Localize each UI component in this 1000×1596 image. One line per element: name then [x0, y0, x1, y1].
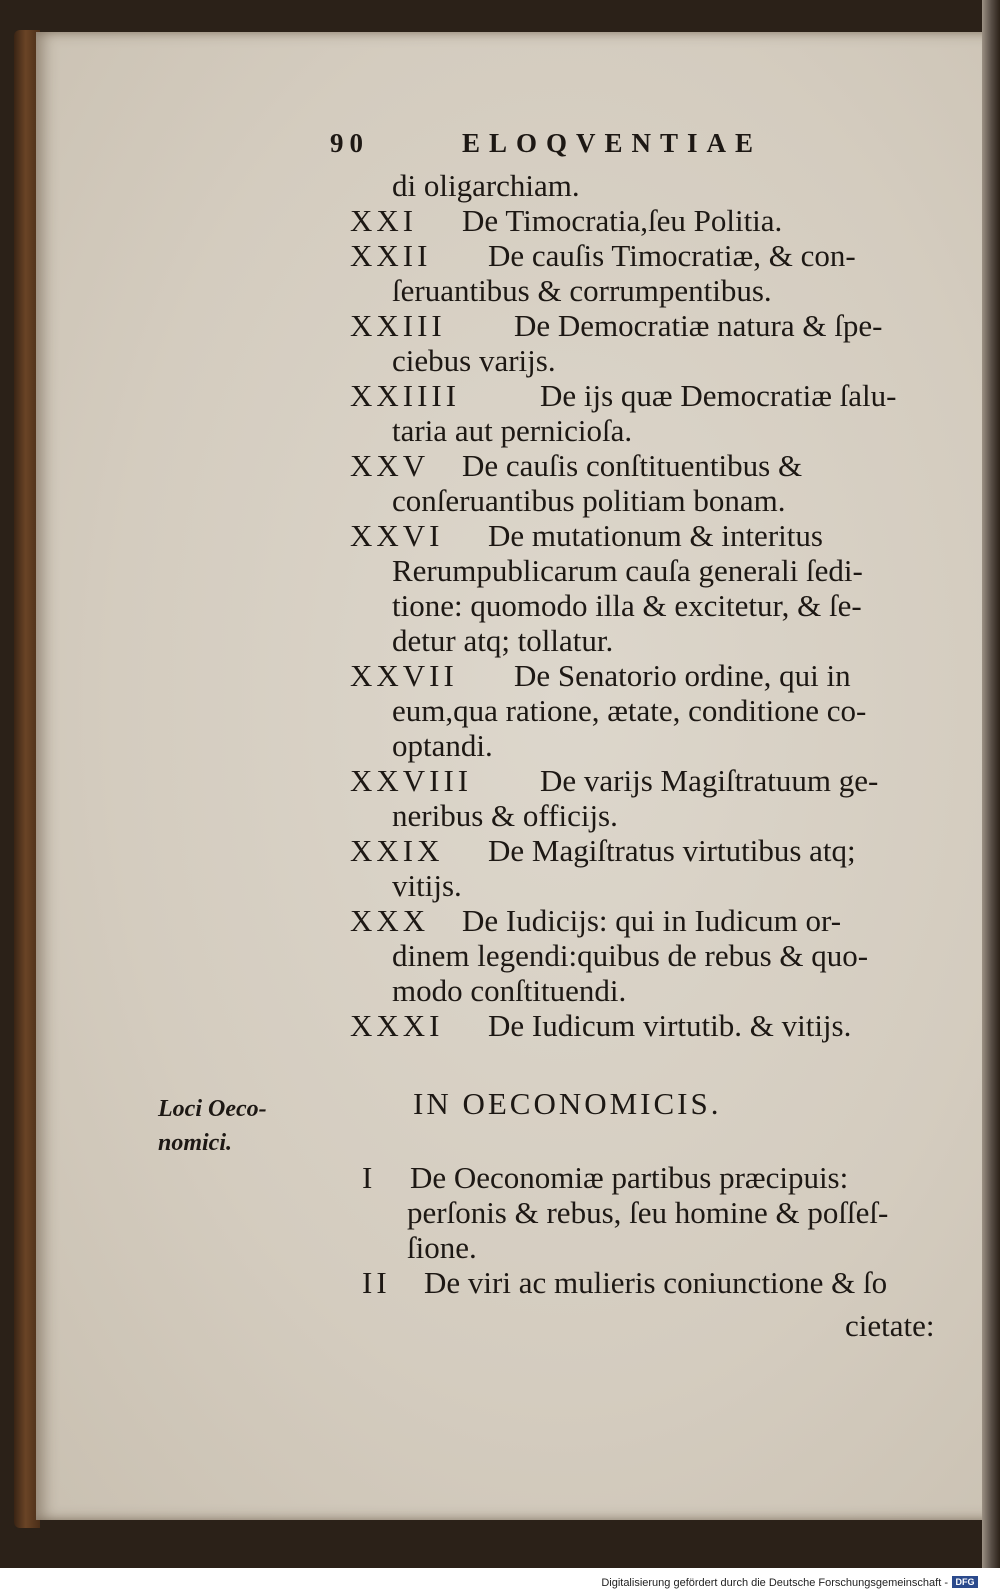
chapter-numeral: XXVIII [350, 763, 473, 798]
running-title: ELOQVENTIAE [462, 128, 763, 158]
chapter-text: De Iudicijs: qui in Iudicum or- [462, 903, 842, 938]
chapter-text: vitijs. [392, 868, 462, 903]
chapter-text: ſeruantibus & corrumpentibus. [392, 273, 772, 308]
chapter-text: De cauſis conſtituentibus & [462, 448, 803, 483]
chapter-text: perſonis & rebus, ſeu homine & poſſeſ- [407, 1195, 889, 1230]
chapter-numeral: XXXI [350, 1008, 444, 1043]
chapter-text: ciebus varijs. [392, 343, 556, 378]
chapter-text: detur atq; tollatur. [392, 623, 614, 658]
chapter-text: taria aut pernicioſa. [392, 413, 633, 448]
chapter-numeral: XXV [350, 448, 430, 483]
chapter-numeral: I [362, 1160, 377, 1195]
chapter-text: De Senatorio ordine, qui in [514, 658, 851, 693]
chapter-text: De varijs Magiſtratuum ge- [540, 763, 879, 798]
chapter-numeral: XXVI [350, 518, 444, 553]
chapter-text: di oligarchiam. [392, 168, 580, 203]
chapter-text: optandi. [392, 728, 493, 763]
margin-note [158, 1092, 308, 1160]
chapter-numeral: XXIIII [350, 378, 461, 413]
margin-note-line: Loci Oeco- [158, 1096, 267, 1122]
chapter-text: De Iudicum virtutib. & vitijs. [488, 1008, 852, 1043]
section-heading: IN OECONOMICIS. [413, 1086, 722, 1121]
chapter-numeral: XXII [350, 238, 432, 273]
chapter-text: De Magiſtratus virtutibus atq; [488, 833, 856, 868]
chapter-text: modo conſtituendi. [392, 973, 627, 1008]
chapter-text: ſione. [407, 1230, 477, 1265]
page-edge [982, 0, 1000, 1568]
chapter-text: De Oeconomiæ partibus præcipuis: [410, 1160, 849, 1195]
chapter-text: tione: quomodo illa & excitetur, & ſe- [392, 588, 862, 623]
catchword: cietate: [845, 1308, 935, 1343]
footer-bar [0, 1568, 1000, 1596]
chapter-text: eum,qua ratione, ætate, conditione co- [392, 693, 867, 728]
chapter-text: neribus & officijs. [392, 798, 618, 833]
chapter-text: De Timocratia,ſeu Politia. [462, 203, 783, 238]
chapter-text: De viri ac mulieris coniunctione & ſo [424, 1265, 888, 1300]
chapter-numeral: II [362, 1265, 391, 1300]
chapter-text: De mutationum & interitus [488, 518, 823, 553]
chapter-text: conſeruantibus politiam bonam. [392, 483, 786, 518]
margin-note-line: nomici. [158, 1130, 233, 1156]
funding-credit: Digitalisierung gefördert durch die Deutsche Forschungsgemeinschaft - [601, 1577, 948, 1589]
chapter-numeral: XXIII [350, 308, 446, 343]
chapter-text: De Democratiæ natura & ſpe- [514, 308, 883, 343]
chapter-numeral: XXX [350, 903, 430, 938]
page-number: 90 [330, 128, 369, 158]
chapter-numeral: XXI [350, 203, 418, 238]
chapter-text: Rerumpublicarum cauſa generali ſedi- [392, 553, 863, 588]
dfg-logo: DFG [952, 1576, 978, 1588]
chapter-text: dinem legendi:quibus de rebus & quo- [392, 938, 869, 973]
chapter-numeral: XXVII [350, 658, 458, 693]
chapter-text: De ijs quæ Democratiæ ſalu- [540, 378, 897, 413]
chapter-text: De cauſis Timocratiæ, & con- [488, 238, 856, 273]
chapter-numeral: XXIX [350, 833, 444, 868]
page-header [330, 128, 810, 164]
